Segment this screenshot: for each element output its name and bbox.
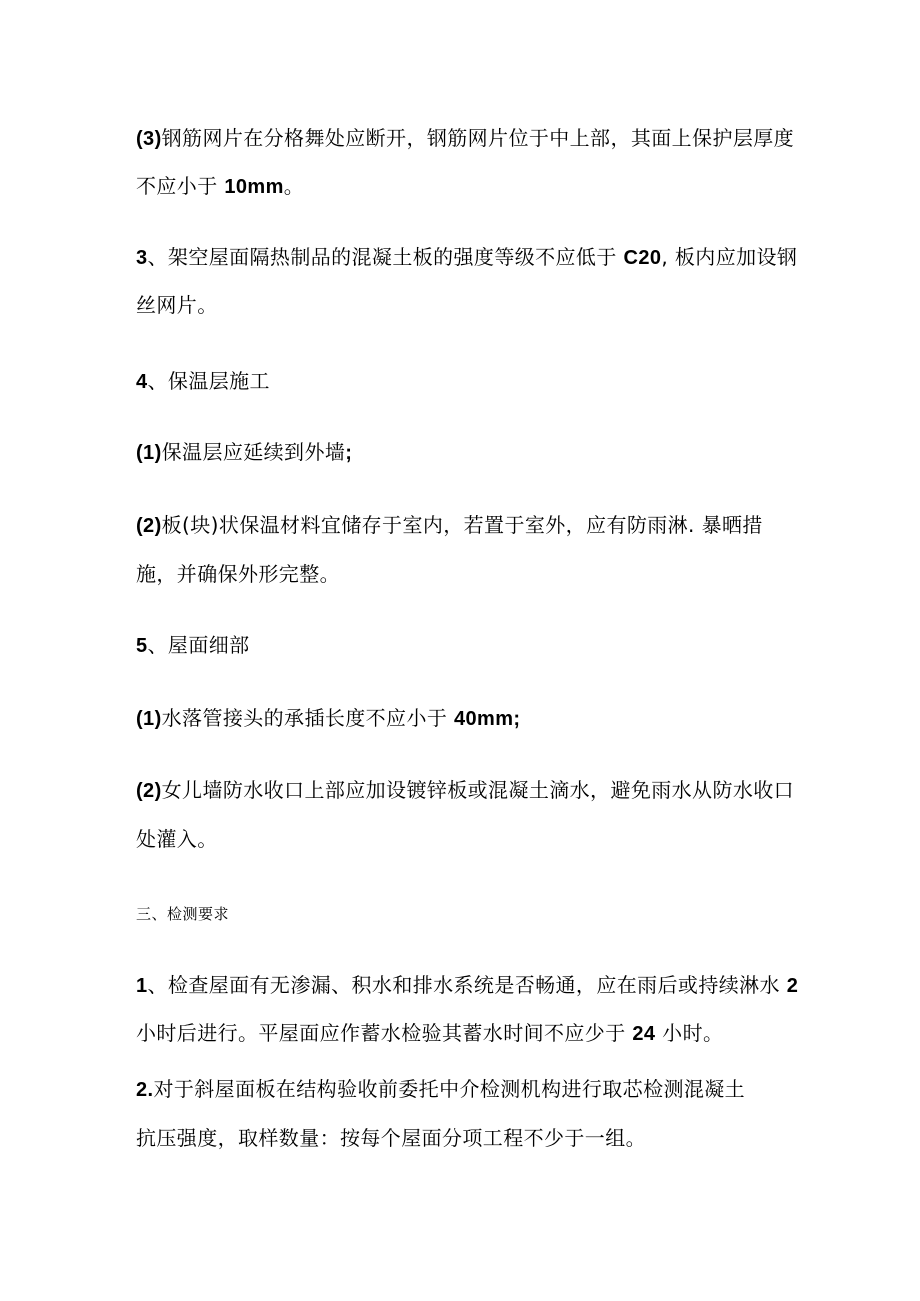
item-4-2-line-2 [136,560,340,588]
text: 保温层应延续到外墙 [161,440,346,464]
text: 水落管接头的承插长度不应小于 [161,706,455,730]
text: 小时。 [655,1021,724,1045]
text: 施，并确保外形完整。 [136,562,340,586]
paragraph-3-line-1 [136,124,794,153]
check-1-line-2 [136,1019,723,1048]
item-5-1 [136,704,521,733]
text: 小时后进行。平屋面应作蓄水检验其蓄水时间不应少于 [136,1021,633,1045]
item-number: 4 [136,371,148,393]
text: 、屋面细部 [147,633,250,657]
item-5-2-line-2 [136,825,218,853]
text: 、架空屋面隔热制品的混凝土板的强度等级不应低于 [147,245,624,269]
value: C20 [623,247,662,269]
text: 板(块)状保温材料宜储存于室内，若置于室外，应有防雨淋. 暴晒措 [161,513,763,537]
item-number: (1) [136,708,162,730]
heading-4 [136,367,270,396]
value: 10mm [224,176,284,198]
punct: ; [345,442,353,464]
item-number: 5 [136,635,148,657]
item-3-line-2 [136,291,218,319]
item-number: (2) [136,515,162,537]
item-number: (1) [136,442,162,464]
text: 女儿墙防水收口上部应加设镀锌板或混凝土滴水，避免雨水从防水收口 [161,778,795,802]
text: 三、检测要求 [136,905,230,923]
check-2-line-2 [136,1124,646,1152]
item-4-1 [136,438,352,467]
text: 。 [283,174,305,198]
text: 抗压强度，取样数量：按每个屋面分项工程不少于一组。 [136,1126,646,1150]
item-3-line-1 [136,243,797,272]
heading-5 [136,631,250,660]
value: 40mm; [454,708,521,730]
item-number: 1 [136,975,148,997]
text: 、检查屋面有无渗漏、积水和排水系统是否畅通，应在雨后或持续淋水 [147,973,787,997]
value: 2 [786,975,799,997]
text: 对于斜屋面板在结构验收前委托中介检测机构进行取芯检测混凝土 [153,1077,746,1101]
paragraph-3-line-2 [136,172,304,201]
text: , 板内应加设钢 [661,245,798,269]
value: 24 [632,1023,656,1045]
item-number: (3) [136,128,162,150]
check-2-line-1 [136,1075,745,1104]
text: 钢筋网片在分格舞处应断开，钢筋网片位于中上部，其面上保护层厚度 [161,126,795,150]
text: 不应小于 [136,174,225,198]
item-number: 2. [136,1079,154,1101]
text: 、保温层施工 [147,369,270,393]
section-heading [136,903,229,925]
item-number: 3 [136,247,148,269]
item-5-2-line-1 [136,776,794,805]
item-number: (2) [136,780,162,802]
check-1-line-1 [136,971,798,1000]
item-4-2-line-1 [136,511,763,540]
text: 丝网片。 [136,293,218,317]
text: 处灌入。 [136,827,218,851]
